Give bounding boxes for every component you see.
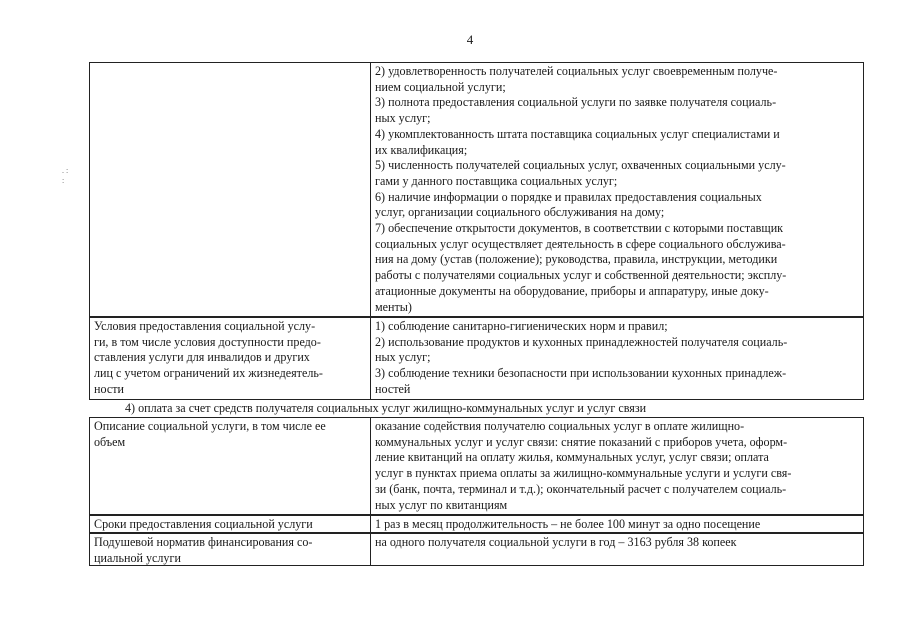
cell-text-line: 2) удовлетворенность получателей социальных услуг своевременным получе- [375,64,778,78]
cell-text-line: 6) наличие информации о порядке и правилах предоставления социальных [375,189,762,204]
cell-text-line: ностей [375,381,411,396]
cell-text-line: Описание социальной услуги, в том числе ее [94,419,326,433]
cell-text-line: ности [94,381,124,396]
cell-text-line: оказание содействия получателю социальных услуг в оплате жилищно- [375,419,745,433]
description-row-left-cell [89,417,370,515]
cell-text-line: 5) численность получателей социальных услуг, охваченных социальными услу- [375,158,786,173]
cell-text-line: на одного получателя социальной услуги в год – 3163 рубля 38 копеек [375,535,737,549]
conditions-row-right-cell [370,317,864,400]
cell-text-line: ных услуг; [375,111,431,126]
conditions-row-left-cell [89,317,370,400]
cell-text-line: ление квитанций на оплату жилья, коммунальных услуг, услуг связи; оплата [375,450,769,465]
cell-text-line: ния на дому (устав (положение); руководства, правила, инструкции, методики [375,252,778,267]
lower-table [89,417,864,566]
cell-text-line: Сроки предоставления социальной услуги [94,517,313,531]
cell-text-line: зи (банк, почта, терминал и т.д.); окончательный расчет с получателем социаль- [375,481,787,496]
margin-marks: . : : [62,166,69,185]
cell-text-line: 1 раз в месяц продолжительность – не более 100 минут за одно посещение [375,517,761,531]
cell-text-line: лиц с учетом ограничений их жизнедеятель- [94,366,323,381]
section-heading: 4) оплата за счет средств получателя социальных услуг жилищно-коммунальных услуг и услуг связи [125,401,647,415]
cell-text-line: циальной услуги [94,550,181,565]
upper-table [89,62,864,400]
cell-text-line: 4) укомплектованность штата поставщика социальных услуг специалистами и [375,126,780,141]
cell-text-line: ставления услуги для инвалидов и других [94,350,310,365]
cell-text-line: услуг в пунктах приема оплаты за жилищно-коммунальные услуги и услуги свя- [375,466,792,481]
cell-text-line: объем [94,434,126,449]
cell-text-line: 1) соблюдение санитарно-гигиенических норм и правил; [375,319,668,333]
terms-row-left-cell [89,515,370,533]
cell-text-line: 2) использование продуктов и кухонных принадлежностей получателя социаль- [375,334,788,349]
cell-text-line: социальных услуг осуществляет деятельность в сфере социального обслужива- [375,236,786,251]
description-row-right-cell [370,417,864,515]
continued-row-right-cell [370,62,864,317]
cell-text-line: ных услуг по квитанциям [375,497,508,512]
cell-text-line: работы с получателями социальных услуг и собственной деятельности; эксплу- [375,268,787,283]
cell-text-line: их квалификация; [375,142,468,157]
cell-text-line: Подушевой норматив финансирования со- [94,535,313,549]
cell-text-line: нием социальной услуги; [375,79,506,94]
cell-text-line: 3) соблюдение техники безопасности при использовании кухонных принадлеж- [375,366,787,381]
cell-text-line: 3) полнота предоставления социальной услуги по заявке получателя социаль- [375,95,777,110]
continued-row-left-cell [89,62,370,317]
cell-text-line: ных услуг; [375,350,431,365]
cell-text-line: 7) обеспечение открытости документов, в соответствии с которыми поставщик [375,221,784,236]
funding-row-left-cell [89,533,370,566]
cell-text-line: атационные документы на оборудование, приборы и аппаратуру, иные доку- [375,283,769,298]
terms-row-right-cell [370,515,864,533]
funding-row-right-cell [370,533,864,566]
cell-text-line: услуг, организации социального обслуживания на дому; [375,205,665,220]
cell-text-line: ги, в том числе условия доступности предо- [94,334,321,349]
page-number: 4 [466,32,474,47]
cell-text-line: менты) [375,299,412,314]
cell-text-line: гами у данного поставщика социальных услуг; [375,173,618,188]
cell-text-line: Условия предоставления социальной услу- [94,319,316,333]
cell-text-line: коммунальных услуг и услуг связи: снятие показаний с приборов учета, оформ- [375,434,788,449]
